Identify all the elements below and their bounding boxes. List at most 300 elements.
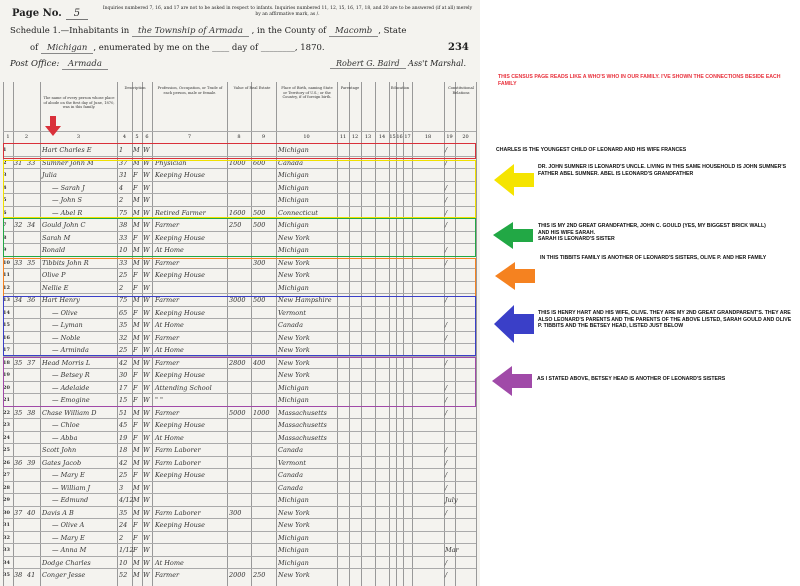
family-number: 33 bbox=[27, 158, 36, 167]
mark: / bbox=[445, 458, 448, 467]
highlight-gould-family bbox=[3, 218, 476, 257]
color: W bbox=[143, 408, 150, 417]
age: 1/12 bbox=[119, 546, 134, 554]
real-estate-value: 5000 bbox=[229, 408, 246, 417]
line-number: 26 bbox=[3, 459, 10, 466]
dwelling-number: 36 bbox=[14, 458, 23, 467]
birthplace: Vermont bbox=[278, 308, 306, 317]
occupation: Farmer bbox=[155, 358, 180, 367]
color: W bbox=[143, 171, 150, 179]
sex: M bbox=[133, 446, 140, 454]
family-number: 37 bbox=[27, 358, 36, 367]
line-number: 15 bbox=[3, 322, 10, 328]
age: 30 bbox=[119, 371, 128, 379]
column-header: Education bbox=[390, 86, 410, 90]
person-name: — Abel R bbox=[52, 208, 83, 217]
age: 15 bbox=[119, 396, 128, 404]
age: 45 bbox=[119, 421, 128, 429]
table-row bbox=[3, 518, 476, 531]
tibbits-note: IN THIS TIBBITS FAMILY IS ANOTHER OF LEONARD'S SISTERS, OLIVE P. AND HER FAMILY bbox=[540, 255, 767, 261]
color: W bbox=[143, 458, 150, 467]
mark: / bbox=[445, 508, 448, 517]
occupation: Keeping House bbox=[155, 371, 205, 379]
person-name: Olive P bbox=[42, 271, 66, 279]
occupation: Keeping House bbox=[155, 421, 205, 429]
line-number: 7 bbox=[3, 222, 7, 228]
mark: / bbox=[445, 196, 448, 204]
line-number: 31 bbox=[3, 522, 10, 528]
line-number: 12 bbox=[3, 284, 10, 291]
column-number: 20 bbox=[462, 134, 469, 140]
table-row bbox=[3, 556, 476, 569]
person-name: Scott John bbox=[42, 446, 77, 454]
person-name: Davis A B bbox=[42, 508, 74, 517]
gould-note-line1: THIS IS MY 2ND GREAT GRANDFATHER, JOHN C. GOULD (YES, MY BIGGEST BRICK WALL) bbox=[538, 223, 766, 229]
yellow-arrow-icon bbox=[494, 164, 534, 196]
mark: / bbox=[445, 258, 448, 267]
schedule-prefix: Schedule 1.—Inhabitants in bbox=[10, 26, 130, 36]
occupation: Attending School bbox=[155, 383, 212, 392]
table-row bbox=[3, 543, 476, 556]
table-row bbox=[3, 531, 476, 544]
real-estate-value: 2800 bbox=[229, 358, 246, 367]
post-office-value: Armada bbox=[62, 59, 108, 70]
birthplace: New York bbox=[278, 371, 310, 379]
age: 33 bbox=[119, 233, 128, 242]
personal-estate-value: 1000 bbox=[253, 408, 270, 417]
real-estate-value: 3000 bbox=[229, 296, 246, 304]
marshal-label: Ass't Marshal. bbox=[408, 59, 467, 68]
mark: / bbox=[445, 571, 448, 579]
birthplace: Michigan bbox=[278, 246, 309, 254]
birthplace: Michigan bbox=[278, 196, 309, 204]
line-number: 8 bbox=[3, 234, 7, 241]
line-number: 22 bbox=[3, 409, 10, 416]
line-number: 4 bbox=[3, 184, 7, 191]
line-number: 1 bbox=[3, 147, 7, 153]
age: 65 bbox=[119, 308, 128, 317]
sex: M bbox=[133, 158, 140, 167]
column-number: 3 bbox=[76, 134, 81, 140]
dwelling-number: 37 bbox=[14, 508, 23, 517]
sex: F bbox=[133, 183, 138, 192]
color: W bbox=[143, 521, 150, 529]
mark: / bbox=[445, 483, 448, 492]
personal-estate-value: 400 bbox=[253, 358, 266, 367]
color: W bbox=[143, 396, 150, 404]
occupation: Physician bbox=[155, 158, 187, 167]
age: 18 bbox=[119, 446, 128, 454]
sex: M bbox=[133, 358, 140, 367]
color: W bbox=[143, 546, 150, 554]
occupation: Farm Laborer bbox=[155, 446, 201, 454]
marshal-name: Robert G. Baird bbox=[330, 59, 406, 69]
line-number: 25 bbox=[3, 447, 10, 453]
occupation: Farm Laborer bbox=[155, 508, 201, 517]
sex: F bbox=[133, 546, 138, 554]
age: 10 bbox=[119, 558, 128, 567]
occupation: Retired Farmer bbox=[155, 208, 206, 217]
table-row bbox=[3, 506, 476, 519]
age: 25 bbox=[119, 471, 128, 479]
person-name: — Abba bbox=[52, 433, 78, 442]
birthplace: Michigan bbox=[278, 533, 309, 542]
age: 4 bbox=[119, 183, 124, 192]
occupation: Farmer bbox=[155, 258, 180, 267]
birthplace: New York bbox=[278, 571, 310, 579]
age: 35 bbox=[119, 508, 128, 517]
person-name: — Sarah J bbox=[52, 183, 85, 192]
sex: M bbox=[133, 558, 140, 567]
column-number: 13 bbox=[364, 134, 372, 140]
person-name: — Olive bbox=[52, 308, 78, 317]
sex: F bbox=[133, 271, 138, 279]
age: 37 bbox=[119, 158, 128, 167]
person-name: — Olive A bbox=[52, 521, 85, 529]
occupation: Farmer bbox=[155, 571, 180, 579]
age: 42 bbox=[119, 358, 128, 367]
birthplace: Michigan bbox=[278, 146, 309, 154]
column-header: Constitutional Relations bbox=[448, 86, 474, 95]
mark: Mar bbox=[445, 546, 459, 554]
age: 42 bbox=[119, 458, 128, 467]
enumeration-line bbox=[30, 43, 325, 53]
mark: / bbox=[445, 158, 448, 167]
mark: / bbox=[445, 296, 448, 304]
sex: M bbox=[133, 408, 140, 417]
age: 17 bbox=[119, 383, 128, 392]
sex: F bbox=[133, 283, 138, 292]
of-label: of bbox=[30, 43, 39, 53]
mark: / bbox=[445, 221, 448, 229]
sex: M bbox=[133, 333, 140, 342]
mark: / bbox=[445, 208, 448, 217]
color: W bbox=[143, 383, 150, 392]
person-name: Sumner John M bbox=[42, 158, 94, 167]
line-number: 13 bbox=[3, 297, 10, 303]
column-number: 8 bbox=[237, 134, 241, 140]
color: W bbox=[143, 296, 150, 304]
charles-note: CHARLES IS THE YOUNGEST CHILD OF LEONARD AND HIS WIFE FRANCES bbox=[496, 147, 687, 153]
color: W bbox=[143, 558, 150, 567]
inquiries-note: Inquiries numbered 7, 16, and 17 are not to be asked in respect to infants. Inquiries numbered 11, 12, 15, 16, 17, 18, and 20 are to be answered (if at all) merely by an affirmative mark, as /. bbox=[102, 6, 473, 17]
sex: F bbox=[133, 233, 138, 242]
real-estate-value: 2000 bbox=[229, 571, 246, 579]
sex: M bbox=[133, 571, 140, 579]
line-number: 30 bbox=[3, 509, 10, 516]
sex: F bbox=[133, 433, 138, 442]
mark: July bbox=[445, 496, 458, 504]
age: 3 bbox=[119, 483, 124, 492]
sex: F bbox=[133, 471, 138, 479]
column-number: 19 bbox=[446, 134, 453, 140]
birthplace: New York bbox=[278, 333, 310, 342]
line-number: 3 bbox=[3, 172, 7, 178]
mark: / bbox=[445, 383, 448, 392]
person-name: Ronald bbox=[42, 246, 66, 254]
table-row bbox=[3, 481, 476, 494]
sex: F bbox=[133, 396, 138, 404]
occupation: Keeping House bbox=[155, 233, 205, 242]
sex: F bbox=[133, 533, 138, 542]
personal-estate-value: 500 bbox=[253, 296, 266, 304]
column-header: Place of Birth, naming State or Territory of U.S.; or the Country, if of foreign birth. bbox=[281, 86, 333, 99]
birthplace: Michigan bbox=[278, 558, 309, 567]
person-name: — Anna M bbox=[52, 546, 87, 554]
person-name: — John S bbox=[52, 196, 82, 204]
mark: / bbox=[445, 246, 448, 254]
birthplace: Michigan bbox=[278, 171, 309, 179]
page-value: 5 bbox=[66, 8, 88, 20]
sumner-note: DR. JOHN SUMNER IS LEONARD'S UNCLE. LIVING IN THIS SAME HOUSEHOLD IS JOHN SUMNER'S FATHER ABEL SUMNER. ABEL IS LEONARD'S GRANDFATHER bbox=[538, 164, 787, 177]
column-number: 9 bbox=[261, 134, 266, 140]
dwelling-number: 35 bbox=[14, 408, 23, 417]
hart-note: THIS IS HENRY HART AND HIS WIFE, OLIVE. THEY ARE MY 2ND GREAT GRANDPARENT'S. THEY ARE ALSO LEONARD'S PARENTS AND THE PARENTS OF THE ABOVE LISTED, SARAH GOULD AND OLIVE P. TIBBITS AND THE BETSEY HEAD, LISTED JUST BELOW bbox=[538, 310, 792, 330]
sex: F bbox=[133, 171, 138, 179]
color: W bbox=[143, 271, 150, 279]
person-name: — Adelaide bbox=[52, 383, 90, 392]
sheet-number: 234 bbox=[448, 42, 469, 53]
color: W bbox=[143, 158, 150, 167]
birthplace: New York bbox=[278, 271, 310, 279]
color: W bbox=[143, 308, 150, 317]
mark: / bbox=[445, 321, 448, 329]
person-name: — Emogine bbox=[52, 396, 90, 404]
column-number: 2 bbox=[24, 134, 29, 140]
color: W bbox=[143, 483, 150, 492]
head-note: AS I STATED ABOVE, BETSEY HEAD IS ANOTHER OF LEONARD'S SISTERS bbox=[537, 376, 726, 382]
occupation: Keeping House bbox=[155, 271, 205, 279]
sex: M bbox=[133, 146, 140, 154]
color: W bbox=[143, 196, 150, 204]
personal-estate-value: 500 bbox=[253, 208, 266, 217]
occupation: " " bbox=[155, 396, 164, 404]
line-number: 28 bbox=[3, 484, 10, 491]
occupation: Farmer bbox=[155, 296, 180, 304]
line-number: 27 bbox=[3, 472, 10, 478]
column-number: 1 bbox=[6, 134, 10, 140]
mark: / bbox=[445, 358, 448, 367]
age: 2 bbox=[119, 283, 124, 292]
column-header: Description bbox=[124, 86, 146, 90]
real-estate-value: 300 bbox=[229, 508, 242, 517]
birthplace: Michigan bbox=[278, 221, 309, 229]
age: 1 bbox=[119, 146, 124, 154]
birthplace: Michigan bbox=[278, 283, 309, 292]
line-number: 6 bbox=[3, 209, 7, 216]
line-number: 23 bbox=[3, 422, 10, 428]
column-number: 10 bbox=[303, 134, 310, 140]
table-row bbox=[3, 443, 476, 456]
color: W bbox=[143, 421, 150, 429]
color: W bbox=[143, 346, 150, 354]
age: 31 bbox=[119, 171, 128, 179]
birthplace: New York bbox=[278, 358, 310, 367]
birthplace: Vermont bbox=[278, 458, 306, 467]
occupation: At Home bbox=[155, 558, 184, 567]
line-number: 24 bbox=[3, 434, 10, 441]
blue-arrow-icon bbox=[494, 305, 534, 343]
color: W bbox=[143, 321, 150, 329]
personal-estate-value: 300 bbox=[253, 258, 266, 267]
table-row bbox=[3, 431, 476, 444]
line-number: 11 bbox=[3, 272, 10, 278]
line-number: 17 bbox=[3, 347, 10, 353]
line-number: 18 bbox=[3, 359, 10, 366]
birthplace: Michigan bbox=[278, 383, 309, 392]
sex: M bbox=[133, 508, 140, 517]
post-office-label: Post Office: bbox=[10, 59, 60, 69]
real-estate-value: 1600 bbox=[229, 208, 246, 217]
intro-note: THIS CENSUS PAGE READS LIKE A WHO'S WHO IN OUR FAMILY. I'VE SHOWN THE CONNECTIONS BESIDE EACH FAMILY bbox=[498, 74, 781, 87]
age: 38 bbox=[119, 221, 128, 229]
color: W bbox=[143, 433, 150, 442]
sex: M bbox=[133, 258, 140, 267]
line-number: 10 bbox=[3, 259, 10, 266]
age: 2 bbox=[119, 533, 124, 542]
birthplace: Canada bbox=[278, 446, 303, 454]
person-name: Tibbits John R bbox=[42, 258, 89, 267]
sex: M bbox=[133, 196, 140, 204]
birthplace: New York bbox=[278, 508, 310, 517]
column-number: 4 bbox=[122, 134, 127, 140]
person-name: Hart Charles E bbox=[42, 146, 92, 154]
sex: M bbox=[133, 221, 140, 229]
color: W bbox=[143, 533, 150, 542]
line-number: 14 bbox=[3, 309, 10, 316]
age: 25 bbox=[119, 346, 128, 354]
birthplace: New York bbox=[278, 521, 310, 529]
person-name: Conger Jesse bbox=[42, 571, 86, 579]
occupation: Keeping House bbox=[155, 521, 205, 529]
sex: M bbox=[133, 496, 140, 504]
color: W bbox=[143, 208, 150, 217]
sex: M bbox=[133, 483, 140, 492]
table-row bbox=[3, 568, 476, 581]
real-estate-value: 250 bbox=[229, 221, 242, 229]
person-name: — Mary E bbox=[52, 533, 85, 542]
family-number: 35 bbox=[27, 258, 36, 267]
highlight-hart-family bbox=[3, 296, 476, 356]
color: W bbox=[143, 446, 150, 454]
family-number: 41 bbox=[27, 571, 36, 579]
person-name: Gould John C bbox=[42, 221, 86, 229]
line-number: 2 bbox=[3, 159, 7, 166]
dwelling-number: 33 bbox=[14, 258, 23, 267]
person-name: — William J bbox=[52, 483, 91, 492]
highlight-tibbits-family bbox=[3, 258, 476, 297]
column-number: 6 bbox=[145, 134, 149, 140]
column-number: 14 bbox=[378, 134, 386, 140]
mark: / bbox=[445, 446, 448, 454]
birthplace: Canada bbox=[278, 158, 303, 167]
gould-note-line2: AND HIS WIFE SARAH. bbox=[538, 229, 596, 236]
age: 51 bbox=[119, 408, 128, 417]
column-header: Profession, Occupation, or Trade of each person, male or female. bbox=[157, 86, 223, 95]
column-number: 7 bbox=[187, 134, 192, 140]
mark: / bbox=[445, 396, 448, 404]
enumerated-text: , enumerated by me on the ____ day of ________, 1870. bbox=[93, 43, 325, 53]
occupation: Keeping House bbox=[155, 308, 205, 317]
column-number: 15 bbox=[389, 134, 396, 140]
age: 32 bbox=[119, 333, 128, 342]
sex: F bbox=[133, 421, 138, 429]
color: W bbox=[143, 246, 150, 254]
color: W bbox=[143, 471, 150, 479]
color: W bbox=[143, 496, 150, 504]
county: Macomb bbox=[329, 26, 378, 37]
person-name: Chase William D bbox=[42, 408, 97, 417]
birthplace: New York bbox=[278, 346, 310, 354]
occupation: At Home bbox=[155, 321, 184, 329]
mark: / bbox=[445, 333, 448, 342]
table-row bbox=[3, 493, 476, 506]
family-number: 39 bbox=[27, 458, 36, 467]
birthplace: Michigan bbox=[278, 396, 309, 404]
person-name: — Chloe bbox=[52, 421, 80, 429]
age: 75 bbox=[119, 296, 128, 304]
mark: / bbox=[445, 471, 448, 479]
line-number: 16 bbox=[3, 334, 10, 341]
age: 19 bbox=[119, 433, 128, 442]
birthplace: Canada bbox=[278, 471, 303, 479]
color: W bbox=[143, 258, 150, 267]
birthplace: Massachusetts bbox=[278, 408, 327, 417]
line-number: 21 bbox=[3, 397, 10, 403]
table-row bbox=[3, 406, 476, 419]
county-prefix: , in the County of bbox=[251, 26, 327, 36]
age: 25 bbox=[119, 271, 128, 279]
person-name: Julia bbox=[42, 171, 57, 179]
occupation: Farmer bbox=[155, 408, 180, 417]
birthplace: New Hampshire bbox=[278, 296, 332, 304]
birthplace: Canada bbox=[278, 483, 303, 492]
sex: F bbox=[133, 383, 138, 392]
age: 10 bbox=[119, 246, 128, 254]
column-header: Value of Real Estate bbox=[233, 86, 271, 90]
person-name: Gates Jacob bbox=[42, 458, 82, 467]
column-divider bbox=[476, 82, 477, 586]
table-row bbox=[3, 468, 476, 481]
dwelling-number: 34 bbox=[14, 296, 23, 304]
birthplace: New York bbox=[278, 258, 310, 267]
state: Michigan bbox=[41, 43, 93, 54]
person-name: Hart Henry bbox=[42, 296, 80, 304]
person-name: — Noble bbox=[52, 333, 81, 342]
line-number: 34 bbox=[3, 559, 10, 566]
sex: M bbox=[133, 208, 140, 217]
person-name: Dodge Charles bbox=[42, 558, 91, 567]
dwelling-number: 31 bbox=[14, 158, 23, 167]
family-number: 40 bbox=[27, 508, 36, 517]
birthplace: Massachusetts bbox=[278, 433, 327, 442]
age: 52 bbox=[119, 571, 128, 579]
mark: / bbox=[445, 183, 448, 192]
person-name: — Mary E bbox=[52, 471, 85, 479]
person-name: Sarah M bbox=[42, 233, 71, 242]
color: W bbox=[143, 283, 150, 292]
line-number: 20 bbox=[3, 384, 10, 391]
mark: / bbox=[445, 146, 448, 154]
township: the Township of Armada bbox=[132, 26, 249, 37]
sex: M bbox=[133, 296, 140, 304]
purple-arrow-icon bbox=[492, 366, 532, 396]
age: 75 bbox=[119, 208, 128, 217]
color: W bbox=[143, 571, 150, 579]
sex: M bbox=[133, 458, 140, 467]
occupation: Keeping House bbox=[155, 471, 205, 479]
occupation: At Home bbox=[155, 433, 184, 442]
